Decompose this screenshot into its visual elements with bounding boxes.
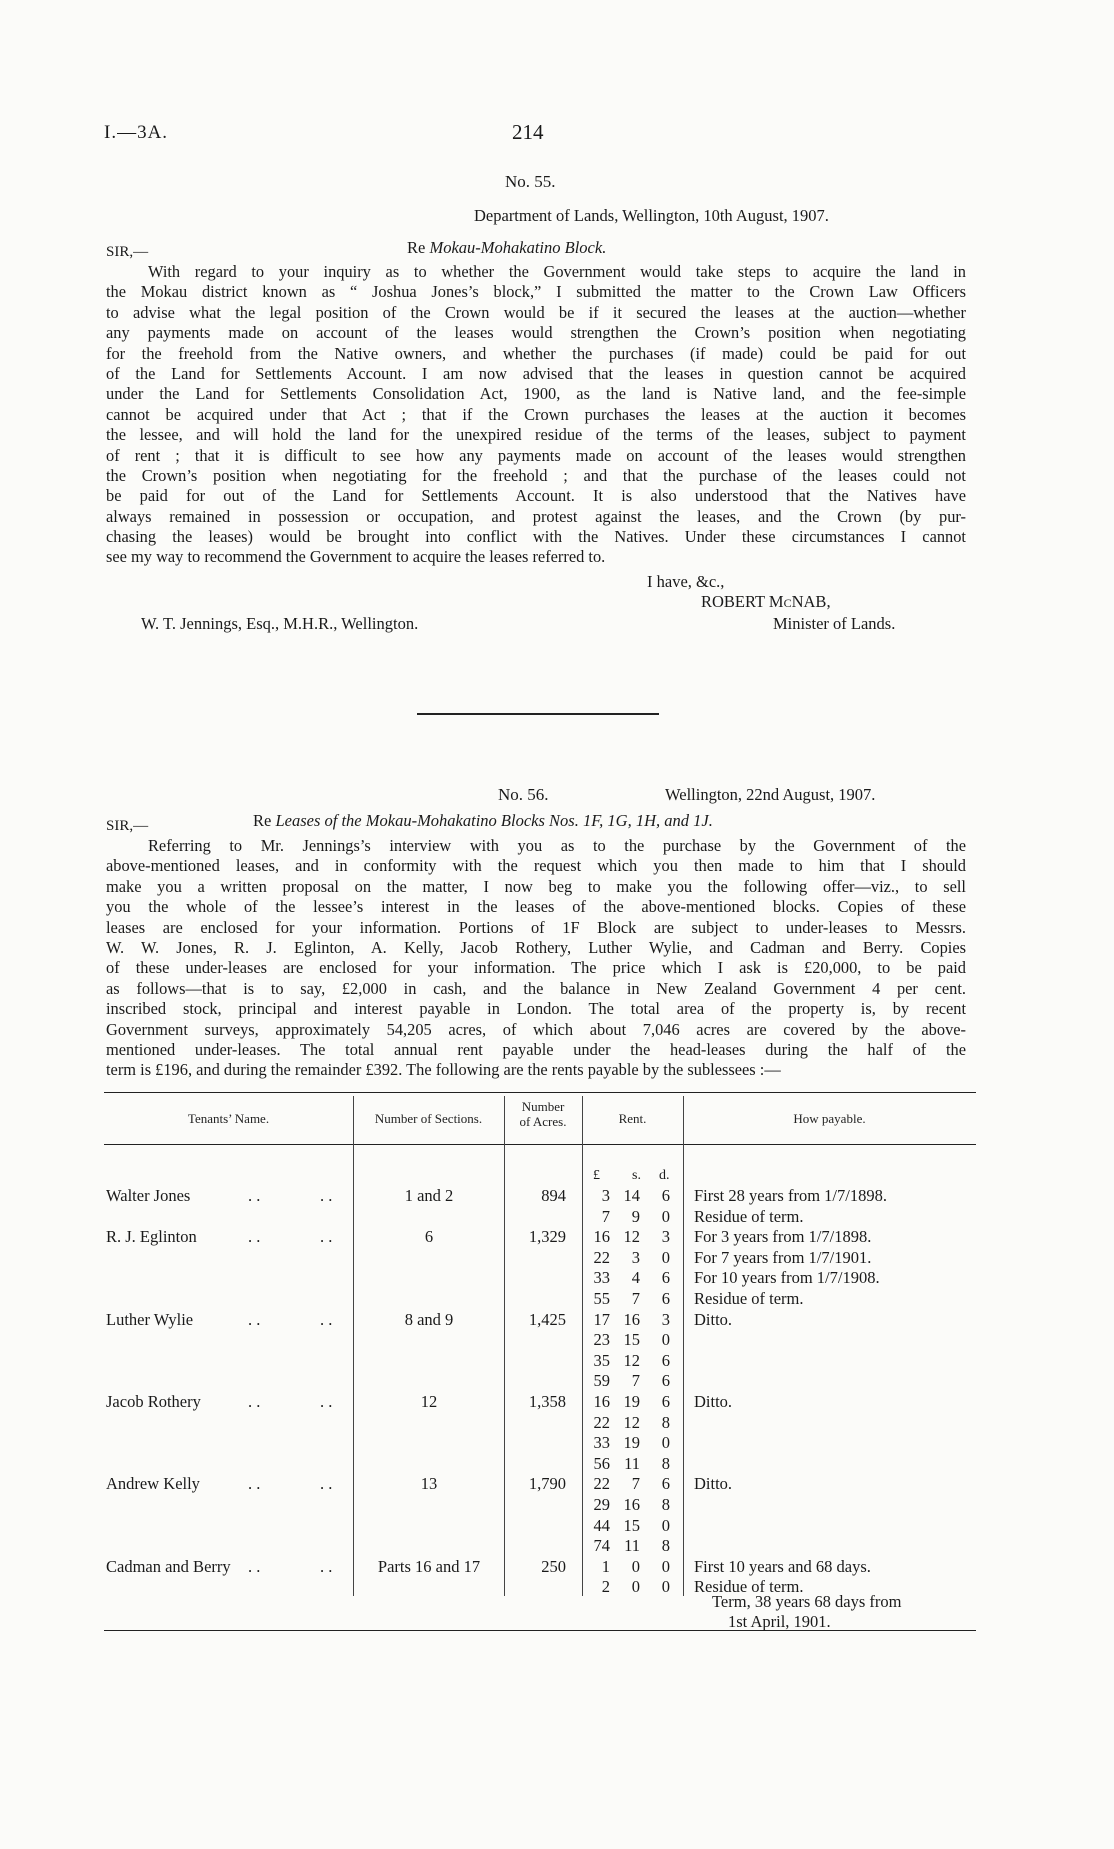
rent-pence: 8 bbox=[661, 1453, 670, 1473]
rent-pence: 0 bbox=[661, 1515, 670, 1535]
rent-shillings: 12 bbox=[623, 1412, 640, 1432]
addressee: W. T. Jennings, Esq., M.H.R., Wellington. bbox=[141, 614, 419, 633]
body-line: the lessee, and will hold the land for the unexpired residue of the terms of the leases, subject to payment bbox=[106, 425, 966, 445]
how-payable: Residue of term. bbox=[694, 1289, 804, 1308]
leader-dots: . . bbox=[320, 1474, 333, 1494]
body-line: chasing the leases) would be brought into conflict with the Natives. Under these circumstances I cannot bbox=[106, 527, 966, 547]
page-reference: I.—3A. bbox=[104, 122, 169, 143]
body-line: term is £196, and during the remainder £392. The following are the rents payable by the sublessees :— bbox=[106, 1060, 781, 1080]
rent-shillings: 3 bbox=[631, 1247, 640, 1267]
acres-cell: 1,790 bbox=[528, 1474, 566, 1494]
rent-pounds: 22 bbox=[593, 1474, 610, 1494]
acres-cell: 894 bbox=[541, 1186, 566, 1205]
rent-shillings: 12 bbox=[623, 1227, 640, 1247]
how-payable: For 3 years from 1/7/1898. bbox=[694, 1227, 872, 1247]
body-line: you the whole of the lessee’s interest in the leases of the above-mentioned blocks. Copies of these bbox=[106, 897, 966, 917]
tenant-name: Cadman and Berry bbox=[106, 1556, 231, 1576]
letter-subject: Re Mokau-Mohakatino Block. bbox=[407, 238, 607, 257]
leader-dots: . . bbox=[248, 1227, 261, 1247]
rent-pounds: 33 bbox=[593, 1268, 610, 1288]
how-payable: Residue of term. bbox=[694, 1577, 804, 1597]
sections-cell: Parts 16 and 17 bbox=[377, 1556, 481, 1576]
salutation: SIR,— bbox=[106, 244, 149, 260]
acres-cell: 1,425 bbox=[528, 1309, 566, 1329]
how-payable: Ditto. bbox=[694, 1309, 733, 1329]
how-payable: For 10 years from 1/7/1908. bbox=[694, 1268, 880, 1288]
body-line: make you a written proposal on the matter, I now beg to make you the following offer—viz., to sell bbox=[106, 876, 966, 896]
rent-shillings: 7 bbox=[631, 1371, 640, 1391]
body-line: Referring to Mr. Jennings’s interview with you as to the purchase by the Government of the bbox=[148, 836, 966, 855]
leader-dots: . . bbox=[320, 1392, 333, 1411]
rent-pounds: 22 bbox=[593, 1247, 610, 1267]
body-line: for the freehold from the Native owners, and whether the purchases (if made) could be paid for out bbox=[106, 343, 966, 363]
table-footnote: Term, 38 years 68 days from bbox=[712, 1592, 902, 1611]
rent-pence: 6 bbox=[661, 1186, 670, 1205]
header-sections: Number of Sections. bbox=[374, 1111, 483, 1126]
rent-shillings: 7 bbox=[631, 1474, 640, 1494]
body-line: the Mokau district known as “ Joshua Jones’s block,” I submitted the matter to the Crown Law Officers bbox=[106, 282, 966, 302]
body-line: Government surveys, approximately 54,205 acres, of which about 7,046 acres are covered by the above- bbox=[106, 1019, 966, 1039]
rent-pounds: 44 bbox=[593, 1515, 610, 1535]
rent-pence: 8 bbox=[661, 1536, 670, 1556]
rent-pounds: 29 bbox=[593, 1495, 610, 1514]
rent-shillings: 4 bbox=[631, 1268, 640, 1288]
separator-rule bbox=[417, 713, 659, 715]
rent-pounds: 74 bbox=[593, 1536, 610, 1556]
sections-cell: 1 and 2 bbox=[404, 1186, 454, 1205]
tenant-name: Walter Jones bbox=[106, 1186, 191, 1205]
body-line: see my way to recommend the Government to acquire the leases referred to. bbox=[106, 547, 606, 567]
rent-pence: 3 bbox=[661, 1309, 670, 1329]
acres-cell: 1,329 bbox=[528, 1227, 566, 1247]
rent-pence: 0 bbox=[661, 1247, 670, 1267]
column-divider bbox=[582, 1096, 583, 1596]
rent-pence: 0 bbox=[661, 1330, 670, 1350]
rent-shillings: 11 bbox=[624, 1536, 640, 1556]
currency-pence: d. bbox=[659, 1168, 670, 1183]
letter-body bbox=[106, 262, 966, 568]
closing: I have, &c., bbox=[647, 572, 725, 591]
rent-pence: 6 bbox=[661, 1474, 670, 1494]
column-divider bbox=[683, 1096, 684, 1596]
body-line: With regard to your inquiry as to whether the Government would take steps to acquire the land in bbox=[148, 262, 966, 281]
rent-pounds: 17 bbox=[593, 1309, 610, 1329]
column-divider bbox=[353, 1096, 354, 1596]
sections-cell: 6 bbox=[424, 1227, 434, 1247]
tenant-name: R. J. Eglinton bbox=[106, 1227, 197, 1247]
how-payable: For 7 years from 1/7/1901. bbox=[694, 1247, 872, 1267]
header-tenant: Tenants’ Name. bbox=[187, 1111, 270, 1126]
how-payable: Ditto. bbox=[694, 1474, 733, 1494]
body-line: inscribed stock, principal and interest payable in London. The total area of the property is, by recent bbox=[106, 999, 966, 1019]
signatory-title: Minister of Lands. bbox=[773, 614, 896, 633]
how-payable: Residue of term. bbox=[694, 1206, 804, 1226]
rent-pence: 0 bbox=[661, 1577, 670, 1597]
leader-dots: . . bbox=[248, 1556, 261, 1576]
rent-pounds: 33 bbox=[593, 1433, 610, 1453]
body-line: above-mentioned leases, and in conformity with the request which you then made to him that I should bbox=[106, 856, 966, 876]
rent-pounds: 16 bbox=[593, 1392, 610, 1411]
rent-pounds: 55 bbox=[593, 1289, 610, 1308]
body-line: to advise what the legal position of the Crown would be if it secured the leases at the auction—whether bbox=[106, 302, 966, 322]
body-line: as follows—that is to say, £2,000 in cash, and the balance in New Zealand Government 4 per cent. bbox=[106, 978, 966, 998]
rent-pence: 6 bbox=[661, 1289, 670, 1308]
how-payable: First 28 years from 1/7/1898. bbox=[694, 1186, 887, 1205]
rent-pence: 6 bbox=[661, 1392, 670, 1411]
table-header-rule bbox=[104, 1144, 976, 1145]
rent-pounds: 35 bbox=[593, 1350, 610, 1370]
body-line: of these under-leases are enclosed for your information. The price which I ask is £20,000, to be paid bbox=[106, 958, 966, 978]
tenant-name: Jacob Rothery bbox=[106, 1392, 201, 1411]
rent-shillings: 7 bbox=[631, 1289, 640, 1308]
acres-cell: 250 bbox=[541, 1556, 566, 1576]
tenant-name: Luther Wylie bbox=[106, 1309, 194, 1329]
letter-address-date: Wellington, 22nd August, 1907. bbox=[665, 785, 876, 804]
sections-cell: 13 bbox=[420, 1474, 438, 1494]
body-line: leases are enclosed for your information. Portions of 1F Block are subject to under-leases to Messrs. bbox=[106, 917, 966, 937]
letter-body bbox=[106, 836, 966, 1081]
leader-dots: . . bbox=[248, 1186, 261, 1205]
rent-pence: 6 bbox=[661, 1268, 670, 1288]
body-line: of rent ; that it is difficult to see how any payments made on account of the leases would strengthen bbox=[106, 445, 966, 465]
table-top-rule bbox=[104, 1092, 976, 1093]
tenant-name: Andrew Kelly bbox=[106, 1474, 200, 1494]
letter-address-date: Department of Lands, Wellington, 10th August, 1907. bbox=[474, 206, 829, 225]
rent-shillings: 19 bbox=[623, 1392, 640, 1411]
rent-shillings: 19 bbox=[623, 1433, 640, 1453]
rent-pounds: 22 bbox=[593, 1412, 610, 1432]
body-line: any payments made on account of the leases would strengthen the Crown’s position when negotiating bbox=[106, 323, 966, 343]
rent-shillings: 12 bbox=[623, 1350, 640, 1370]
leader-dots: . . bbox=[248, 1474, 261, 1494]
leader-dots: . . bbox=[248, 1392, 261, 1411]
leader-dots: . . bbox=[320, 1556, 333, 1576]
how-payable: First 10 years and 68 days. bbox=[694, 1556, 871, 1576]
column-divider bbox=[504, 1096, 505, 1596]
page-number: 214 bbox=[512, 120, 544, 144]
rent-pounds: 7 bbox=[601, 1206, 610, 1226]
body-line: be paid for out of the Land for Settlements Account. It is also understood that the Natives have bbox=[106, 486, 966, 506]
body-line: cannot be acquired under that Act ; that if the Crown purchases the leases at the auction it becomes bbox=[106, 404, 966, 424]
rent-pence: 6 bbox=[661, 1350, 670, 1370]
rent-shillings: 14 bbox=[623, 1186, 640, 1205]
leader-dots: . . bbox=[320, 1309, 333, 1329]
sections-cell: 12 bbox=[420, 1392, 438, 1411]
leader-dots: . . bbox=[248, 1309, 261, 1329]
rent-pounds: 3 bbox=[601, 1186, 610, 1205]
rent-pounds: 59 bbox=[593, 1371, 610, 1391]
acres-cell: 1,358 bbox=[528, 1392, 566, 1411]
body-line: W. W. Jones, R. J. Eglinton, A. Kelly, Jacob Rothery, Luther Wylie, and Cadman and Berry. Copies bbox=[106, 937, 966, 957]
letter-number: No. 55. bbox=[505, 172, 556, 191]
currency-pounds: £ bbox=[593, 1168, 600, 1183]
letter-number: No. 56. bbox=[498, 785, 549, 804]
rent-shillings: 11 bbox=[624, 1453, 640, 1473]
body-line: mentioned under-leases. The total annual rent payable under the head-leases during the half of the bbox=[106, 1039, 966, 1059]
body-line: the Crown’s position when negotiating for the freehold ; and that the purchase of the leases could not bbox=[106, 465, 966, 485]
rent-pounds: 1 bbox=[601, 1556, 610, 1576]
rent-shillings: 9 bbox=[631, 1206, 640, 1226]
rent-pounds: 16 bbox=[593, 1227, 610, 1247]
body-line: of the Land for Settlements Account. I am now advised that the leases in question cannot be acquired bbox=[106, 363, 966, 383]
letter-subject: Re Leases of the Mokau-Mohakatino Blocks Nos. 1F, 1G, 1H, and 1J. bbox=[253, 811, 713, 830]
rent-shillings: 15 bbox=[623, 1515, 640, 1535]
salutation: SIR,— bbox=[106, 818, 149, 834]
rent-pounds: 2 bbox=[601, 1577, 610, 1597]
rent-pence: 0 bbox=[661, 1556, 670, 1576]
signatory: ROBERT McNAB, bbox=[701, 592, 831, 611]
rent-shillings: 15 bbox=[623, 1330, 640, 1350]
header-how-payable: How payable. bbox=[793, 1111, 866, 1126]
rent-pence: 0 bbox=[661, 1433, 670, 1453]
rent-pence: 3 bbox=[661, 1227, 670, 1247]
rent-pence: 6 bbox=[661, 1371, 670, 1391]
currency-shillings: s. bbox=[632, 1168, 641, 1183]
leader-dots: . . bbox=[320, 1186, 333, 1205]
how-payable: Ditto. bbox=[694, 1392, 733, 1411]
rent-pence: 0 bbox=[661, 1206, 670, 1226]
header-acres: Number of Acres. bbox=[519, 1099, 567, 1129]
rent-pounds: 56 bbox=[593, 1453, 610, 1473]
rent-shillings: 0 bbox=[631, 1577, 640, 1597]
rent-shillings: 16 bbox=[623, 1309, 640, 1329]
rent-pounds: 23 bbox=[593, 1330, 610, 1350]
leader-dots: . . bbox=[320, 1227, 333, 1247]
rent-shillings: 0 bbox=[631, 1556, 640, 1576]
table-footnote: 1st April, 1901. bbox=[728, 1612, 831, 1631]
rent-shillings: 16 bbox=[623, 1495, 640, 1514]
body-line: always remained in possession or occupation, and protest against the leases, and the Crown (by pur- bbox=[106, 506, 966, 526]
rent-pence: 8 bbox=[661, 1412, 670, 1432]
table-bottom-rule bbox=[104, 1630, 976, 1631]
header-rent: Rent. bbox=[618, 1111, 647, 1126]
body-line: under the Land for Settlements Consolidation Act, 1900, as the land is Native land, and the fee-simple bbox=[106, 384, 966, 404]
rent-pence: 8 bbox=[661, 1495, 670, 1514]
sections-cell: 8 and 9 bbox=[404, 1309, 454, 1329]
